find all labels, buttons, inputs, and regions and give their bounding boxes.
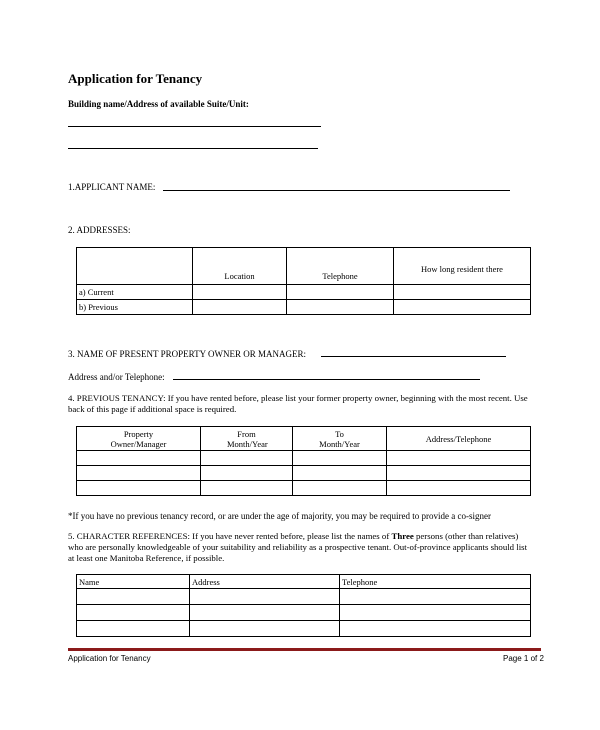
cosigner-note: *If you have no previous tenancy record, or are under the age of majority, you may be required to provide a co-signer — [68, 511, 492, 521]
reference-cell[interactable] — [340, 605, 531, 621]
tenancy-header-row — [77, 427, 531, 451]
page-number: Page 1 of 2 — [503, 654, 544, 663]
addresses-row-current-label: a) Current — [77, 285, 193, 300]
references-text-post: persons (other than relatives) who are personally knowledgeable of your suitability and reliability as a prospective tenant. Out-of-province applicants should list at least one Manitoba Reference, if possible. — [68, 531, 528, 563]
tenancy-cell[interactable] — [293, 451, 387, 466]
table-row — [77, 466, 531, 481]
addresses-label: 2. ADDRESSES: — [68, 225, 131, 235]
table-row — [77, 300, 531, 315]
page-title: Application for Tenancy — [68, 71, 203, 86]
owner-contact-line[interactable] — [173, 379, 480, 380]
previous-telephone-cell[interactable] — [287, 300, 394, 315]
references-text — [68, 531, 528, 564]
applicant-label: 1.APPLICANT NAME: — [68, 182, 156, 192]
previous-location-cell[interactable] — [193, 300, 287, 315]
tenancy-header-address: Address/Telephone — [387, 427, 531, 451]
tenancy-cell[interactable] — [387, 466, 531, 481]
addresses-row-previous-label: b) Previous — [77, 300, 193, 315]
previous-tenancy-text: 4. PREVIOUS TENANCY: If you have rented before, please list your former property owner, beginning with the most recent. Use back of this page if additional space is required. — [68, 393, 528, 414]
addresses-header-location: Location — [193, 248, 287, 285]
building-label: Building name/Address of available Suite/Unit: — [68, 99, 249, 109]
reference-cell[interactable] — [190, 589, 340, 605]
references-text-pre: 5. CHARACTER REFERENCES: If you have never rented before, please list the names of — [68, 531, 392, 541]
references-header-row — [77, 575, 531, 589]
tenancy-cell[interactable] — [293, 481, 387, 496]
references-header-telephone: Telephone — [340, 575, 531, 589]
addresses-header-telephone: Telephone — [287, 248, 394, 285]
tenancy-cell[interactable] — [387, 451, 531, 466]
applicant-name-line[interactable] — [163, 190, 510, 191]
table-row — [77, 481, 531, 496]
addresses-header-row — [77, 248, 531, 285]
tenancy-cell[interactable] — [201, 466, 293, 481]
footer-divider — [68, 648, 541, 651]
tenancy-cell[interactable] — [293, 466, 387, 481]
current-location-cell[interactable] — [193, 285, 287, 300]
footer-title: Application for Tenancy — [68, 654, 151, 663]
tenancy-cell[interactable] — [77, 466, 201, 481]
references-text-bold: Three — [391, 531, 414, 541]
building-line-2[interactable] — [68, 148, 318, 149]
references-table — [76, 574, 531, 637]
tenancy-cell[interactable] — [77, 451, 201, 466]
references-header-address: Address — [190, 575, 340, 589]
owner-label: 3. NAME OF PRESENT PROPERTY OWNER OR MANAGER: — [68, 349, 306, 359]
reference-cell[interactable] — [340, 589, 531, 605]
table-row — [77, 621, 531, 637]
addresses-table — [76, 247, 531, 315]
reference-cell[interactable] — [190, 605, 340, 621]
tenancy-cell[interactable] — [201, 481, 293, 496]
addresses-header-duration: How long resident there — [394, 248, 531, 285]
reference-cell[interactable] — [77, 589, 190, 605]
tenancy-header-to: To Month/Year — [293, 427, 387, 451]
tenancy-cell[interactable] — [201, 451, 293, 466]
building-line-1[interactable] — [68, 126, 321, 127]
table-row — [77, 451, 531, 466]
owner-contact-label: Address and/or Telephone: — [68, 372, 165, 382]
table-row — [77, 605, 531, 621]
tenancy-cell[interactable] — [77, 481, 201, 496]
reference-cell[interactable] — [190, 621, 340, 637]
tenancy-header-owner: Property Owner/Manager — [77, 427, 201, 451]
tenancy-table — [76, 426, 531, 496]
reference-cell[interactable] — [77, 605, 190, 621]
tenancy-header-from: From Month/Year — [201, 427, 293, 451]
owner-name-line[interactable] — [321, 356, 506, 357]
references-header-name: Name — [77, 575, 190, 589]
addresses-header-blank — [77, 248, 193, 285]
current-duration-cell[interactable] — [394, 285, 531, 300]
current-telephone-cell[interactable] — [287, 285, 394, 300]
tenancy-cell[interactable] — [387, 481, 531, 496]
reference-cell[interactable] — [340, 621, 531, 637]
previous-duration-cell[interactable] — [394, 300, 531, 315]
table-row — [77, 285, 531, 300]
table-row — [77, 589, 531, 605]
reference-cell[interactable] — [77, 621, 190, 637]
